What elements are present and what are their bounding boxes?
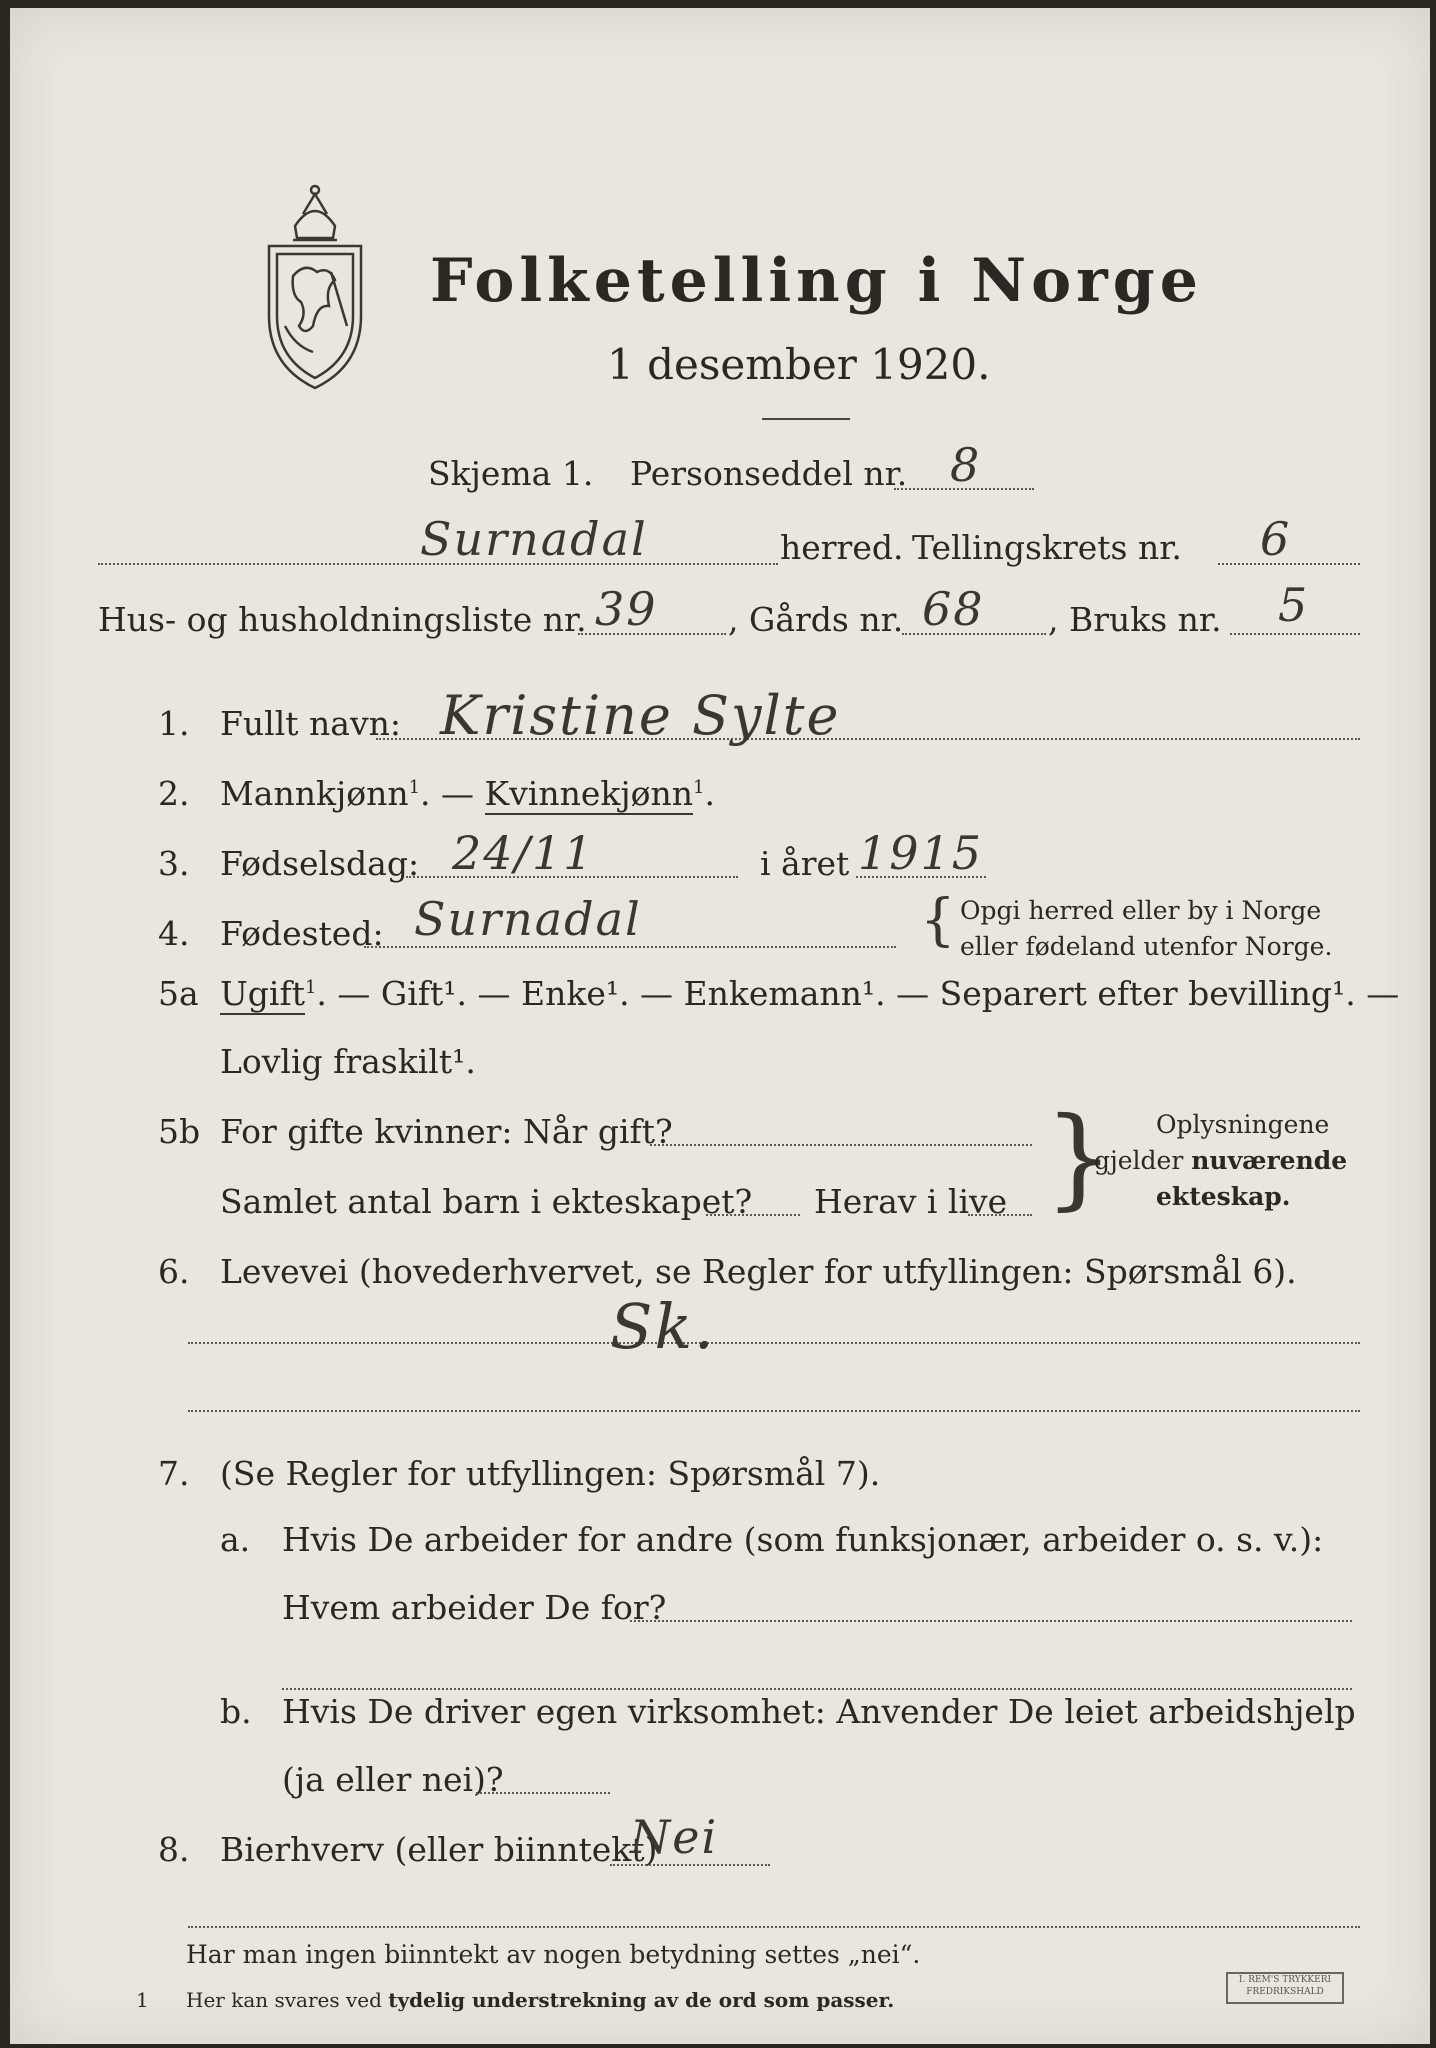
q8-number: 8.	[158, 1830, 190, 1869]
bruks-field[interactable]	[1230, 633, 1360, 635]
herred-label: herred.	[780, 528, 904, 567]
census-form-page	[10, 8, 1430, 2044]
q4-number: 4.	[158, 914, 190, 953]
bruks-label: , Bruks nr.	[1048, 600, 1222, 639]
fullt-navn-value: Kristine Sylte	[440, 684, 841, 747]
q5b-brace: }	[1044, 1093, 1114, 1221]
bierhverv-field-2[interactable]	[188, 1926, 1360, 1928]
footnote-number: 1	[136, 1988, 149, 2012]
q2-female-option[interactable]: Kvinnekjønn	[484, 774, 694, 813]
q8-label: Bierhverv (eller biinntekt)	[220, 1830, 658, 1869]
hvem-arbeider-field-1[interactable]	[630, 1620, 1352, 1622]
q3-number: 3.	[158, 844, 190, 883]
q5a-ugift-option[interactable]: Ugift	[220, 974, 305, 1013]
hus-value: 39	[595, 582, 658, 636]
q2-male-option[interactable]: Mannkjønn	[220, 774, 409, 813]
q7b-label: Hvis De driver egen virksomhet: Anvender De leiet arbeidshjelp	[282, 1692, 1356, 1731]
q7a-number: a.	[220, 1520, 251, 1559]
q5a-other-options[interactable]: . — Gift¹. — Enke¹. — Enkemann¹. — Separert efter bevilling¹. —	[316, 974, 1400, 1013]
gards-label: , Gårds nr.	[728, 600, 904, 639]
fodested-field[interactable]	[364, 946, 896, 948]
footer-note: Har man ingen biinntekt av nogen betydning settes „nei“.	[186, 1940, 921, 1969]
levevei-field-2[interactable]	[188, 1410, 1360, 1412]
q1-number: 1.	[158, 704, 190, 743]
q6-number: 6.	[158, 1252, 190, 1291]
fodselsaar-value: 1915	[858, 826, 984, 880]
bruks-value: 5	[1278, 578, 1310, 632]
naar-gift-field[interactable]	[650, 1144, 1032, 1146]
q2-number: 2.	[158, 774, 190, 813]
footnote-text: Her kan svares ved tydelig understrekning av de ord som passer.	[186, 1988, 895, 2012]
herav-i-live-field[interactable]	[968, 1214, 1032, 1216]
q4-brace: {	[920, 888, 956, 953]
q5b-label1: For gifte kvinner: Når gift?	[220, 1112, 673, 1151]
q7a-label: Hvis De arbeider for andre (som funksjonær, arbeider o. s. v.):	[282, 1520, 1324, 1559]
q5b-label2: Samlet antal barn i ekteskapet?	[220, 1182, 753, 1221]
bierhverv-field[interactable]	[610, 1864, 770, 1866]
skjema-label: Skjema 1.	[428, 454, 594, 493]
q7b-label2: (ja eller nei)?	[282, 1760, 504, 1799]
q7a-label2: Hvem arbeider De for?	[282, 1588, 667, 1627]
tellingskrets-label: Tellingskrets nr.	[912, 528, 1182, 567]
antal-barn-field[interactable]	[706, 1214, 800, 1216]
q5b-label3: Herav i live	[814, 1182, 1008, 1221]
hus-label: Hus- og husholdningsliste nr.	[98, 600, 587, 639]
q7b-number: b.	[220, 1692, 252, 1731]
q5a-line2[interactable]: Lovlig fraskilt¹.	[220, 1042, 476, 1081]
q3-label: Fødselsdag:	[220, 844, 420, 883]
personseddel-label: Personseddel nr.	[630, 454, 908, 493]
printer-stamp: I. REM'S TRYKKERI FREDRIKSHALD	[1226, 1972, 1344, 2004]
levevei-value: Sk.	[610, 1290, 716, 1363]
title-divider	[762, 418, 850, 420]
q4-note-line2: eller fødeland utenfor Norge.	[960, 932, 1333, 961]
coat-of-arms-icon	[255, 176, 375, 396]
q7-number: 7.	[158, 1454, 190, 1493]
q6-label: Levevei (hovederhvervet, se Regler for utfyllingen: Spørsmål 6).	[220, 1252, 1297, 1291]
form-title: Folketelling i Norge	[430, 246, 1203, 316]
fodested-value: Surnadal	[414, 892, 642, 946]
q1-label: Fullt navn:	[220, 704, 401, 743]
q5b-note-line3: ekteskap.	[1156, 1182, 1291, 1211]
census-date: 1 desember 1920.	[607, 340, 991, 389]
gards-value: 68	[922, 582, 985, 636]
herred-value: Surnadal	[420, 512, 648, 566]
q5b-note-line2: gjelder nuværende	[1094, 1146, 1348, 1175]
q5a-number: 5a	[158, 974, 199, 1013]
q3-year-label: i året	[760, 844, 850, 883]
q2-sex-options: Mannkjønn$^1$. — Kvinnekjønn$^1$.	[220, 774, 715, 813]
personseddel-value: 8	[950, 438, 982, 492]
q5b-number: 5b	[158, 1112, 201, 1151]
tellingskrets-value: 6	[1260, 512, 1292, 566]
q4-label: Fødested:	[220, 914, 384, 953]
hvem-arbeider-field-2[interactable]	[282, 1688, 1352, 1690]
leiet-arbeidshjelp-field[interactable]	[476, 1792, 610, 1794]
bierhverv-value: Nei	[630, 1810, 719, 1864]
q7-label: (Se Regler for utfyllingen: Spørsmål 7).	[220, 1454, 881, 1493]
fodselsdag-value: 24/11	[452, 826, 595, 880]
q5a-options: Ugift$^1$. — Gift¹. — Enke¹. — Enkemann¹. — Separert efter bevilling¹. —	[220, 974, 1400, 1013]
q4-note-line1: Opgi herred eller by i Norge	[960, 896, 1322, 925]
levevei-field-1[interactable]	[188, 1342, 1360, 1344]
q5b-note-line1: Oplysningene	[1156, 1110, 1330, 1139]
